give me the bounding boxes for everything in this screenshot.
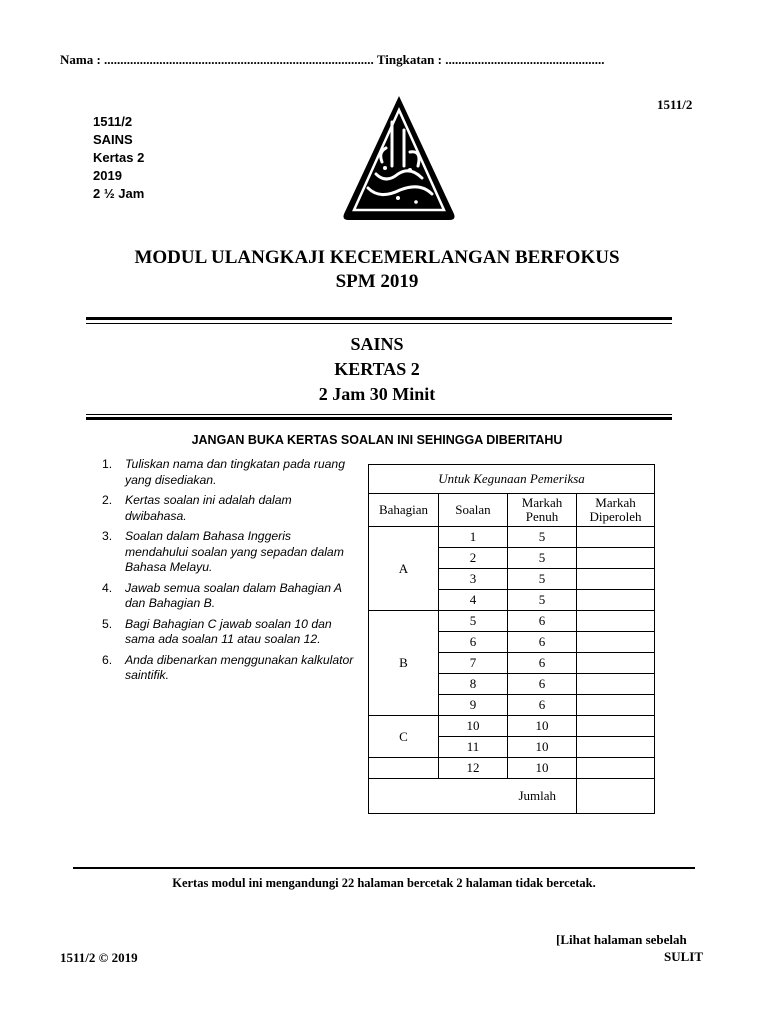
marks-obtained-cell <box>577 632 655 653</box>
marks-obtained-cell <box>577 548 655 569</box>
marks-obtained-cell <box>577 716 655 737</box>
full-marks: 6 <box>508 632 577 653</box>
question-number: 7 <box>439 653 508 674</box>
instruction-number: 5. <box>102 616 113 631</box>
top-rule-thin <box>86 323 672 324</box>
instruction-text: Anda dibenarkan menggunakan kalkulator saintifik. <box>125 652 354 682</box>
table-row <box>369 716 655 737</box>
copyright-code: 1511/2 © 2019 <box>60 950 138 965</box>
marks-obtained-cell <box>577 611 655 632</box>
full-marks: 6 <box>508 674 577 695</box>
full-marks: 5 <box>508 527 577 548</box>
header-full-marks: Markah Penuh <box>508 494 577 527</box>
subject-name: SAINS <box>350 334 404 354</box>
bottom-rule-thick <box>86 417 672 420</box>
instruction-item <box>96 581 354 612</box>
question-number: 11 <box>439 737 508 758</box>
section-a-label: A <box>369 527 439 611</box>
paper-code: 1511/2 <box>93 114 133 129</box>
subject-block <box>0 332 754 407</box>
instruction-text: Bagi Bahagian C jawab soalan 10 dan sama ada soalan 11 atau soalan 12. <box>125 616 332 646</box>
question-number: 9 <box>439 695 508 716</box>
instruction-item <box>96 493 354 524</box>
question-number: 8 <box>439 674 508 695</box>
name-dots: ................................................................................... <box>104 52 374 67</box>
table-row <box>369 611 655 632</box>
header-question: Soalan <box>439 494 508 527</box>
full-marks: 6 <box>508 611 577 632</box>
full-marks: 10 <box>508 758 577 779</box>
marks-obtained-cell <box>577 737 655 758</box>
total-marks-cell <box>577 779 655 814</box>
full-marks: 5 <box>508 548 577 569</box>
sulit-label: SULIT <box>664 949 704 964</box>
instruction-item <box>96 529 354 576</box>
name-form-line <box>60 52 604 68</box>
marks-obtained-cell <box>577 695 655 716</box>
section-empty-label <box>369 758 439 779</box>
header-marks-obtained: Markah Diperoleh <box>577 494 655 527</box>
instruction-number: 1. <box>102 457 113 471</box>
module-title <box>0 246 754 294</box>
question-number: 1 <box>439 527 508 548</box>
name-label: Nama : <box>60 52 101 67</box>
instruction-item <box>96 653 354 684</box>
instruction-text: Jawab semua soalan dalam Bahagian A dan Bahagian B. <box>125 580 342 610</box>
top-rule-thick <box>86 317 672 320</box>
paper-year: 2019 <box>93 168 122 183</box>
bottom-rule-thin <box>86 414 672 415</box>
table-row <box>369 758 655 779</box>
question-number: 6 <box>439 632 508 653</box>
form-dots: ................................................. <box>445 52 605 67</box>
section-c-label: C <box>369 716 439 758</box>
footer-rule <box>73 867 695 869</box>
subject-duration: 2 Jam 30 Minit <box>318 384 436 404</box>
instruction-number: 2. <box>102 493 113 507</box>
marks-obtained-cell <box>577 674 655 695</box>
question-number: 12 <box>439 758 508 779</box>
warning-text: JANGAN BUKA KERTAS SOALAN INI SEHINGGA DIBERITAHU <box>191 433 563 447</box>
paper-info <box>93 113 144 203</box>
table-title: Untuk Kegunaan Pemeriksa <box>369 465 655 494</box>
header-section: Bahagian <box>369 494 439 527</box>
marks-obtained-cell <box>577 569 655 590</box>
question-number: 5 <box>439 611 508 632</box>
question-number: 2 <box>439 548 508 569</box>
question-number: 3 <box>439 569 508 590</box>
instruction-item <box>96 457 354 488</box>
instruction-item <box>96 617 354 648</box>
full-marks: 10 <box>508 716 577 737</box>
table-row <box>369 527 655 548</box>
instruction-text: Kertas soalan ini adalah dalam dwibahasa. <box>125 493 292 523</box>
instruction-text: Tuliskan nama dan tingkatan pada ruang yang disediakan. <box>125 457 345 487</box>
total-row <box>369 779 655 814</box>
marks-obtained-cell <box>577 758 655 779</box>
subject-paper: KERTAS 2 <box>334 359 420 379</box>
instruction-number: 4. <box>102 580 113 595</box>
paper-code-right: 1511/2 <box>657 97 693 112</box>
paper-duration: 2 ½ Jam <box>93 186 145 201</box>
emblem-logo <box>340 92 458 224</box>
instruction-number: 3. <box>102 529 113 543</box>
instruction-text: Soalan dalam Bahasa Inggeris mendahului soalan yang sepadan dalam Bahasa Melayu. <box>125 529 344 574</box>
full-marks: 5 <box>508 590 577 611</box>
question-number: 10 <box>439 716 508 737</box>
module-title-line-1: MODUL ULANGKAJI KECEMERLANGAN BERFOKUS <box>134 247 620 268</box>
paper-subject: SAINS <box>93 132 133 147</box>
footer-note: Kertas modul ini mengandungi 22 halaman bercetak 2 halaman tidak bercetak. <box>172 876 596 890</box>
form-label: Tingkatan : <box>376 52 442 67</box>
instructions-list <box>96 457 354 689</box>
marks-obtained-cell <box>577 653 655 674</box>
total-label: Jumlah <box>369 779 577 814</box>
paper-number: Kertas 2 <box>93 150 145 165</box>
see-next-page: [Lihat halaman sebelah <box>556 932 687 947</box>
full-marks: 6 <box>508 653 577 674</box>
question-number: 4 <box>439 590 508 611</box>
full-marks: 5 <box>508 569 577 590</box>
examiner-marks-table <box>368 464 655 814</box>
marks-obtained-cell <box>577 527 655 548</box>
section-b-label: B <box>369 611 439 716</box>
marks-obtained-cell <box>577 590 655 611</box>
full-marks: 6 <box>508 695 577 716</box>
instruction-number: 6. <box>102 652 113 667</box>
module-title-line-2: SPM 2019 <box>335 271 419 292</box>
full-marks: 10 <box>508 737 577 758</box>
